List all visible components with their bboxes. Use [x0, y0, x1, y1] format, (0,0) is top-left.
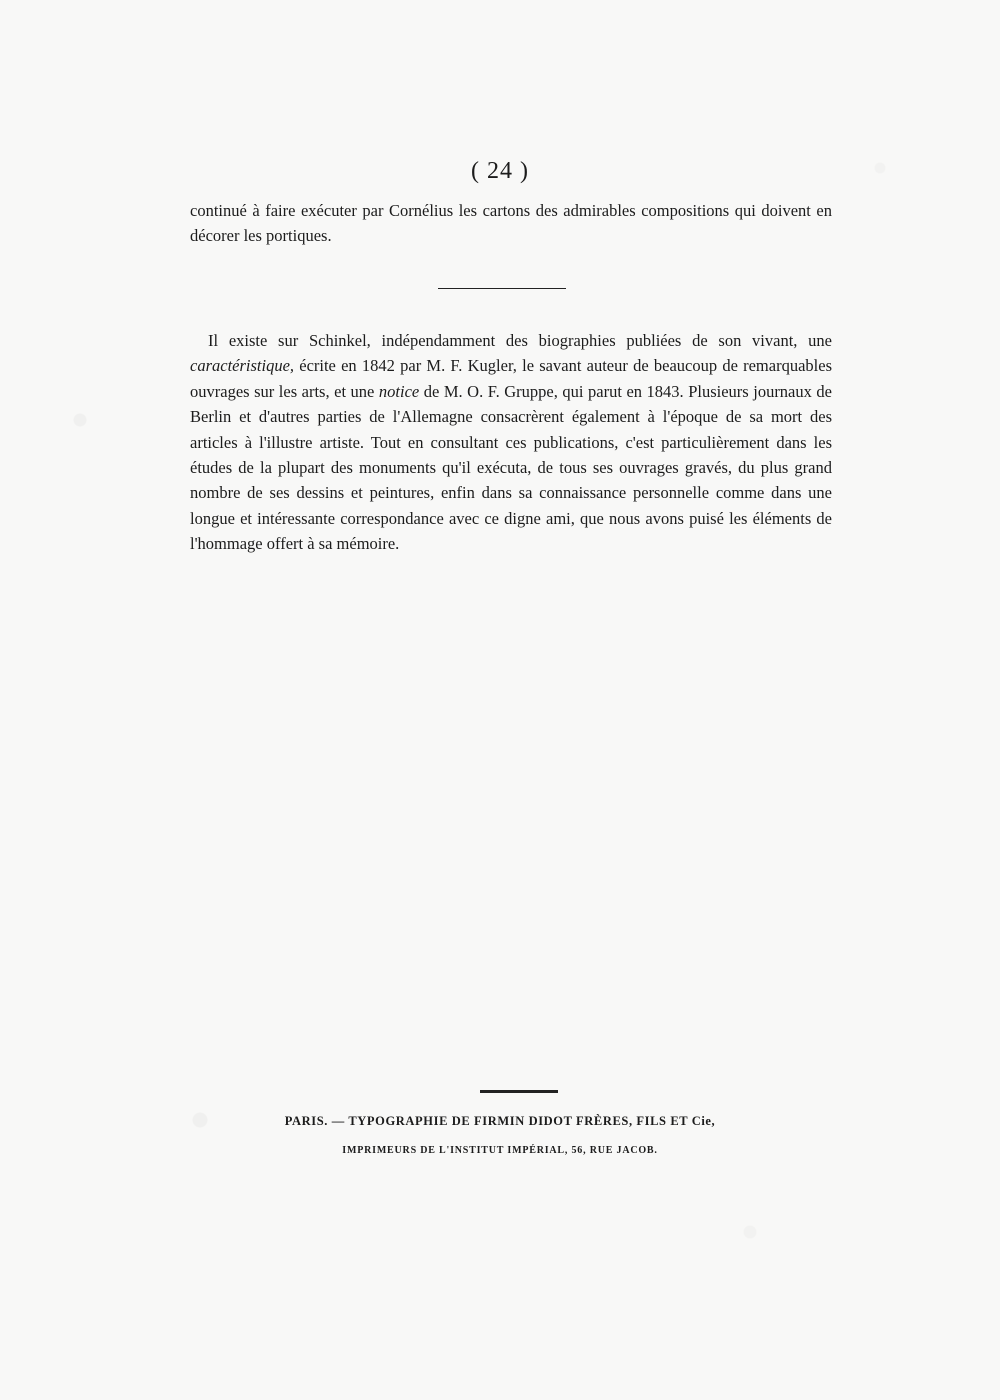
paragraph-sources — [190, 328, 832, 557]
imprint-printer-line: PARIS. — TYPOGRAPHIE DE FIRMIN DIDOT FRÈRES, FILS ET Cie, — [284, 1114, 716, 1128]
paragraph-sources-part-1: Il existe sur Schinkel, indépendamment des biographies publiées de son vivant, une — [208, 331, 832, 350]
imprint-address-line: IMPRIMEURS DE L'INSTITUT IMPÉRIAL, 56, RUE JACOB. — [342, 1145, 658, 1156]
paragraph-sources-part-2: écrite en 1842 par M. F. Kugler, le savant auteur de beaucoup de remarquables ouvrages sur les arts, et une — [190, 356, 832, 401]
italic-notice: notice — [378, 381, 420, 401]
paragraph-sources-part-3: de M. O. F. Gruppe, qui parut en 1843. Plusieurs journaux de Berlin et d'autres parties de l'Allemagne consacrèrent également à l'époque de sa mort des articles à l'illustre artiste. Tout en consultant ces publications, c'est particulièrement dans les études de la plupart des monuments qu'il exécuta, de tous ses ouvrages gravés, du plus grand nombre de ses dessins et peintures, enfin dans sa connaissance personnelle comme dans une longue et intéressante correspondance avec ce digne ami, que nous avons puisé les éléments de l'hommage offert à sa mémoire. — [190, 381, 832, 554]
paragraph-continuation: continué à faire exécuter par Cornélius les cartons des admirables compositions qui doivent en décorer les portiques. — [190, 201, 832, 246]
imprint-separator — [480, 1090, 558, 1093]
page-number: ( 24 ) — [471, 158, 529, 184]
section-separator — [438, 288, 566, 289]
italic-caracteristique: caractéristique, — [190, 356, 295, 376]
